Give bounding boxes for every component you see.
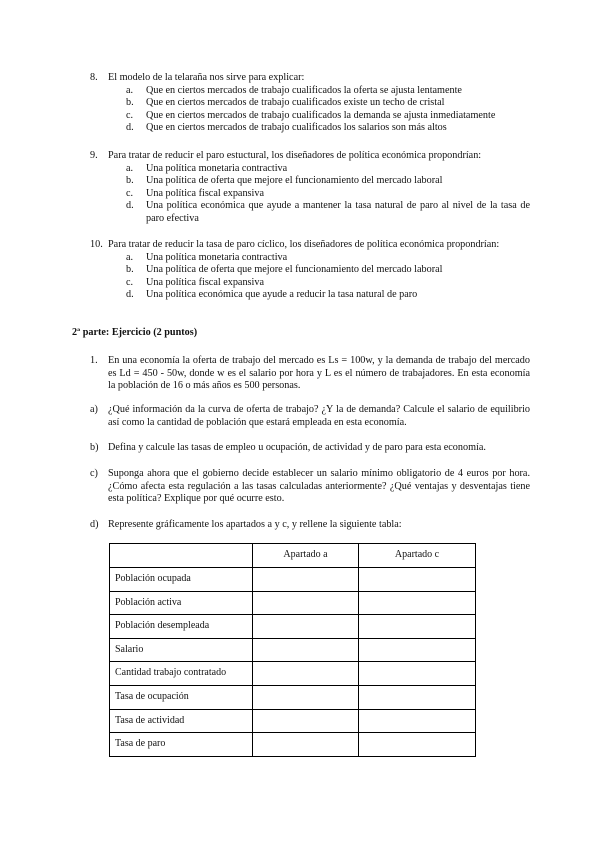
answer-cell[interactable] (253, 709, 359, 733)
answer-cell[interactable] (359, 662, 476, 686)
table-header-row (110, 544, 476, 568)
question-text: Para tratar de reducir el paro estuctural, los diseñadores de política económica propondrían: (108, 150, 482, 161)
option-d: d. Que en ciertos mercados de trabajo cualificados los salarios son más altos (126, 122, 447, 134)
option-b: b. Una política de oferta que mejore el funcionamiento del mercado laboral (126, 175, 443, 187)
answer-cell[interactable] (253, 685, 359, 709)
answer-cell[interactable] (253, 638, 359, 662)
answer-cell[interactable] (253, 591, 359, 615)
table-row (110, 591, 476, 615)
sub-text: Defina y calcule las tasas de empleo u ocupación, de actividad y de paro para esta economía. (108, 442, 486, 453)
answer-cell[interactable] (359, 638, 476, 662)
exercise-1 (90, 355, 530, 393)
sub-question-d (90, 519, 530, 532)
question-text: El modelo de la telaraña nos sirve para explicar: (108, 72, 305, 83)
answer-cell[interactable] (359, 615, 476, 639)
option-list (90, 85, 530, 135)
option-d: d. Una política económica que ayude a reducir la tasa natural de paro (126, 289, 418, 301)
question-number: 10. (90, 239, 103, 250)
question-9 (90, 150, 530, 226)
row-label: Población desempleada (110, 615, 253, 639)
table-header-cell: Apartado a (253, 544, 359, 568)
sub-label: d) (90, 519, 99, 530)
table-row (110, 638, 476, 662)
sub-label: b) (90, 442, 99, 453)
answer-cell[interactable] (359, 709, 476, 733)
row-label: Tasa de ocupación (110, 685, 253, 709)
answer-cell[interactable] (253, 662, 359, 686)
row-label: Salario (110, 638, 253, 662)
question-number: 8. (90, 72, 98, 83)
answer-cell[interactable] (253, 615, 359, 639)
row-label: Cantidad trabajo contratado (110, 662, 253, 686)
table-row (110, 615, 476, 639)
option-list (90, 252, 530, 302)
question-text: Para tratar de reducir la tasa de paro cíclico, los diseñadores de política económica propondrían: (108, 239, 500, 250)
sub-label: c) (90, 468, 98, 479)
results-table (109, 543, 476, 757)
answer-cell[interactable] (359, 591, 476, 615)
exercise-number: 1. (90, 355, 98, 366)
sub-label: a) (90, 404, 98, 415)
option-a: a. Una política monetaria contractiva (126, 162, 288, 174)
option-d: d. Una política económica que ayude a mantener la tasa natural de paro al nivel de la tasa de paro efectiva (126, 200, 530, 224)
sub-text: Represente gráficamente los apartados a y c, y rellene la siguiente tabla: (108, 519, 402, 530)
row-label: Población activa (110, 591, 253, 615)
sub-text: Suponga ahora que el gobierno decide establecer un salario mínimo obligatorio de 4 euros por hora. ¿Cómo afecta esta regulación a las tasas calculadas anteriormente? ¿Qué ventajas y desventajas tiene esta política? Explique por qué ocurre esto. (108, 468, 530, 505)
section-heading: 2ª parte: Ejercicio (2 puntos) (72, 327, 198, 338)
table-header-cell: Apartado c (359, 544, 476, 568)
answer-cell[interactable] (359, 733, 476, 757)
sub-question-a (90, 404, 530, 429)
option-c: c. Que en ciertos mercados de trabajo cualificados la demanda se ajusta inmediatamente (126, 109, 496, 121)
exercise-text: En una economía la oferta de trabajo del mercado es Ls = 100w, y la demanda de trabajo del mercado es Ld = 450 - 50w, donde w es el salario por hora y L es el número de trabajadores. En esta economía la población de 16 o más años es 500 personas. (108, 355, 530, 392)
answer-cell[interactable] (359, 568, 476, 592)
table-row (110, 685, 476, 709)
question-10 (90, 239, 530, 302)
row-label: Población ocupada (110, 568, 253, 592)
table-row (110, 568, 476, 592)
answer-cell[interactable] (253, 568, 359, 592)
row-label: Tasa de paro (110, 733, 253, 757)
option-a: a. Que en ciertos mercados de trabajo cualificados la oferta se ajusta lentamente (126, 84, 462, 96)
row-label: Tasa de actividad (110, 709, 253, 733)
option-c: c. Una política fiscal expansiva (126, 187, 264, 199)
option-a: a. Una política monetaria contractiva (126, 251, 288, 263)
question-8 (90, 72, 530, 135)
sub-text: ¿Qué información da la curva de oferta de trabajo? ¿Y la de demanda? Calcule el salario de equilibrio así como la cantidad de población que estará empleada en esta economía. (108, 404, 530, 428)
answer-cell[interactable] (253, 733, 359, 757)
sub-question-b (90, 442, 530, 455)
table-row (110, 733, 476, 757)
option-list (90, 163, 530, 226)
table-row (110, 662, 476, 686)
option-b: b. Una política de oferta que mejore el funcionamiento del mercado laboral (126, 264, 443, 276)
option-c: c. Una política fiscal expansiva (126, 276, 264, 288)
sub-question-c (90, 468, 530, 506)
table-header-cell (110, 544, 253, 568)
option-b: b. Que en ciertos mercados de trabajo cualificados existe un techo de cristal (126, 97, 445, 109)
table-row (110, 709, 476, 733)
question-number: 9. (90, 150, 98, 161)
answer-cell[interactable] (359, 685, 476, 709)
